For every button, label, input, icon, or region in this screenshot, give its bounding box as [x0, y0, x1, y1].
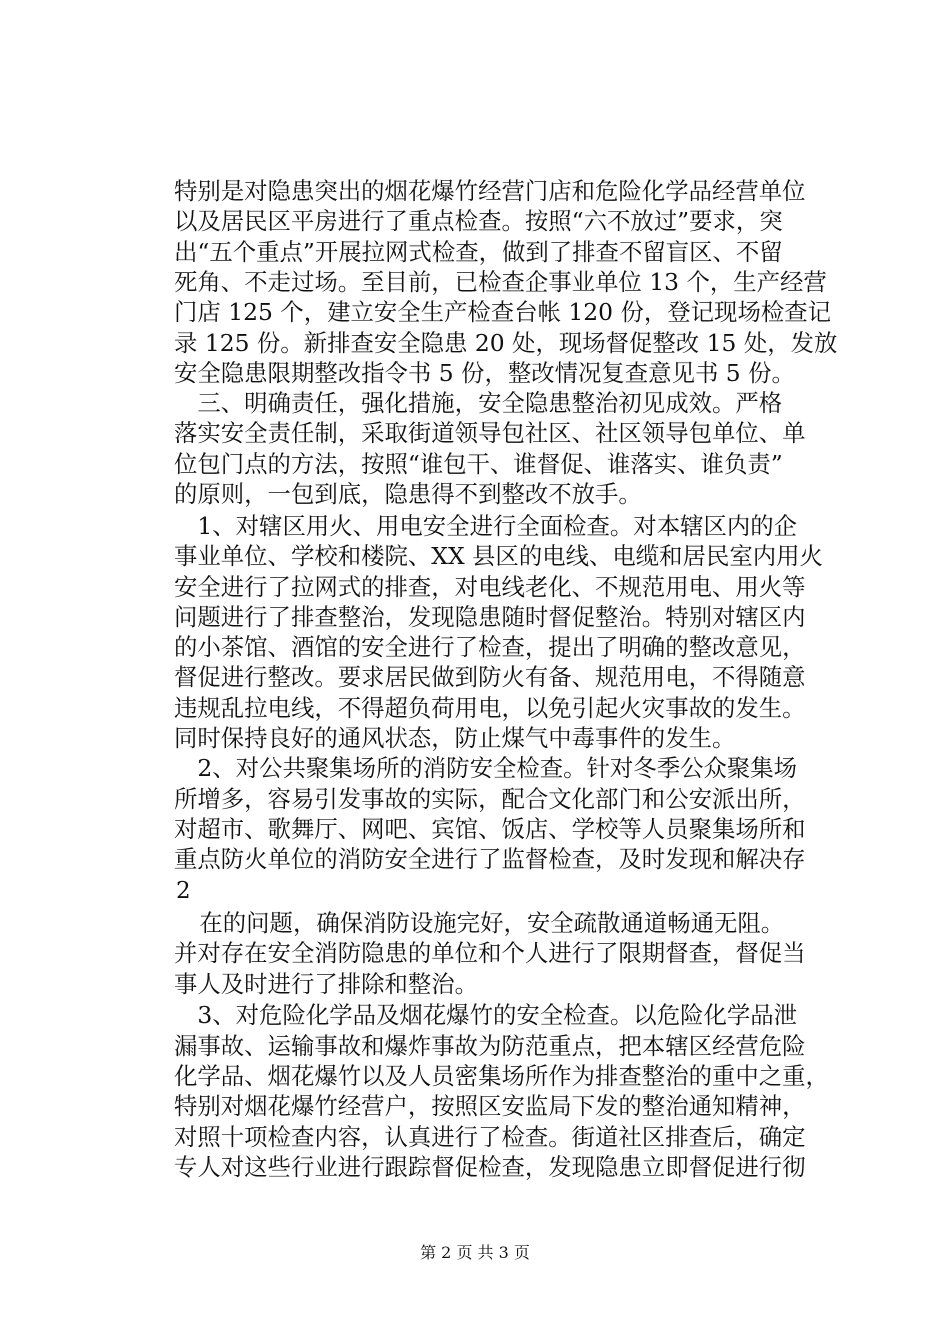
paragraph-line: 并对存在安全消防隐患的单位和个人进行了限期督查，督促当: [174, 939, 806, 967]
paragraph-line: 位包门点的方法，按照“谁包干、谁督促、谁落实、谁负责”: [174, 450, 783, 478]
paragraph-line: 违规乱拉电线，不得超负荷用电，以免引起火灾事故的发生。: [174, 694, 806, 722]
paragraph-line: 安全隐患限期整改指令书 5 份，整改情况复查意见书 5 份。: [174, 359, 795, 387]
paragraph-line: 的原则，一包到底，隐患得不到整改不放手。: [174, 480, 642, 508]
paragraph-line: 对照十项检查内容，认真进行了检查。街道社区排查后，确定: [174, 1123, 806, 1151]
paragraph-line: 漏事故、运输事故和爆炸事故为防范重点，把本辖区经营危险: [174, 1032, 806, 1060]
paragraph-line: 落实安全责任制，采取街道领导包社区、社区领导包单位、单: [174, 419, 806, 447]
paragraph-line: 死角、不走过场。至目前，已检查企事业单位 13 个，生产经营: [174, 268, 827, 296]
paragraph-line: 的小茶馆、酒馆的安全进行了检查，提出了明确的整改意见，: [174, 633, 806, 661]
paragraph-line: 2、对公共聚集场所的消防安全检查。针对冬季公众聚集场: [174, 754, 798, 782]
paragraph-line: 所增多，容易引发事故的实际，配合文化部门和公安派出所，: [174, 785, 806, 813]
paragraph-line: 重点防火单位的消防安全进行了监督检查，及时发现和解决存: [174, 845, 806, 873]
paragraph-line: 督促进行整改。要求居民做到防火有备、规范用电，不得随意: [174, 663, 806, 691]
paragraph-line: 安全进行了拉网式的排查，对电线老化、不规范用电、用火等: [174, 573, 806, 601]
paragraph-line: 出“五个重点”开展拉网式检查，做到了排查不留盲区、不留: [174, 238, 783, 266]
paragraph-line: 录 125 份。新排查安全隐患 20 处，现场督促整改 15 处，发放: [174, 329, 838, 357]
paragraph-line: 三、明确责任，强化措施，安全隐患整治初见成效。严格: [174, 389, 783, 417]
paragraph-line: 事业单位、学校和楼院、XX 县区的电线、电缆和居民室内用火: [174, 542, 823, 570]
paragraph-line: 化学品、烟花爆竹以及人员密集场所作为排查整治的重中之重，: [174, 1062, 829, 1090]
paragraph-line: 门店 125 个，建立安全生产检查台帐 120 份，登记现场检查记: [174, 298, 832, 326]
paragraph-line: 以及居民区平房进行了重点检查。按照“六不放过”要求，突: [174, 207, 783, 235]
paragraph-line: 在的问题，确保消防设施完好，安全疏散通道畅通无阻。: [176, 909, 785, 937]
paragraph-line: 特别对烟花爆竹经营户，按照区安监局下发的整治通知精神，: [174, 1092, 806, 1120]
paragraph-line: 3、对危险化学品及烟花爆竹的安全检查。以危险化学品泄: [174, 1001, 798, 1029]
inline-page-marker: 2: [176, 878, 191, 904]
paragraph-line: 特别是对隐患突出的烟花爆竹经营门店和危险化学品经营单位: [174, 177, 806, 205]
paragraph-line: 专人对这些行业进行跟踪督促检查，发现隐患立即督促进行彻: [174, 1153, 806, 1181]
paragraph-line: 问题进行了排查整治，发现隐患随时督促整治。特别对辖区内: [174, 603, 806, 631]
paragraph-line: 事人及时进行了排除和整治。: [174, 970, 479, 998]
paragraph-line: 同时保持良好的通风状态，防止煤气中毒事件的发生。: [174, 724, 736, 752]
paragraph-line: 1、对辖区用火、用电安全进行全面检查。对本辖区内的企: [174, 512, 798, 540]
page-footer: 第 2 页 共 3 页: [420, 1243, 530, 1262]
paragraph-line: 对超市、歌舞厅、网吧、宾馆、饭店、学校等人员聚集场所和: [174, 815, 806, 843]
